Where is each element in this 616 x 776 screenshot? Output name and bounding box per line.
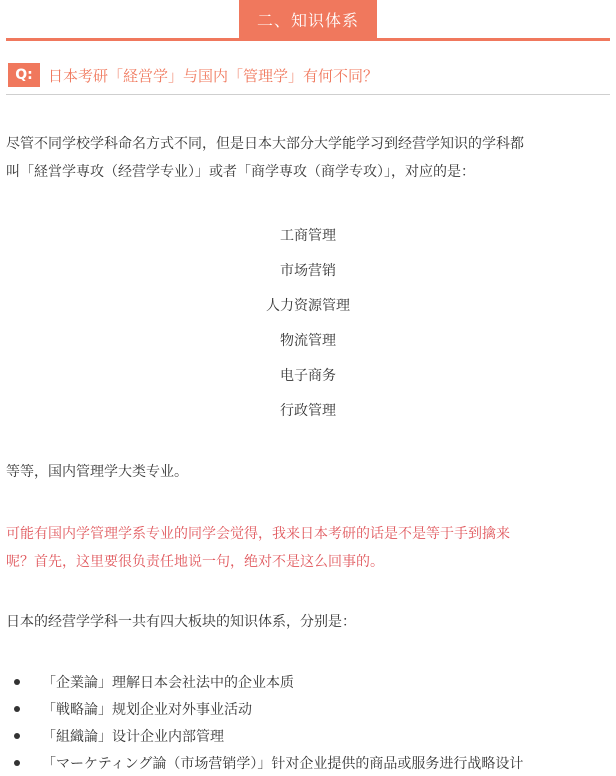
list-item	[14, 668, 610, 695]
major-item: 行政管理	[280, 403, 336, 419]
major-item: 人力资源管理	[266, 298, 350, 314]
intro-paragraph	[6, 130, 610, 186]
major-item: 市场营销	[280, 263, 336, 279]
warning-line-2: 呢？首先，这里要很负责任地说一句，绝对不是这么回事的。	[6, 554, 384, 570]
list-item	[14, 695, 610, 722]
warning-paragraph	[6, 520, 610, 576]
summary-paragraph: 等等，国内管理学大类专业。	[6, 464, 188, 480]
warning-line-1: 可能有国内学管理学系专业的同学会觉得，我来日本考研的话是不是等于手到擒来	[6, 526, 510, 542]
bullet-dot-icon	[14, 706, 20, 712]
section-header	[0, 0, 616, 46]
bullet-dot-icon	[14, 760, 20, 766]
question-divider	[6, 94, 610, 95]
list-item-text: 「マーケティング論（市场营销学）」针对企业提供的商品或服务进行战略设计	[42, 755, 524, 772]
intro-line-1: 尽管不同学校学科命名方式不同，但是日本大部分大学能学习到经营学知识的学科都	[6, 136, 524, 152]
list-item-text: 「企業論」理解日本会社法中的企业本质	[42, 674, 294, 691]
header-divider	[6, 38, 610, 41]
question-text: 日本考研「経営学」与国内「管理学」有何不同？	[48, 66, 379, 85]
section-title: 二、知识体系	[239, 0, 377, 38]
majors-list	[0, 221, 616, 431]
list-item-text: 「組織論」设计企业内部管理	[42, 728, 224, 745]
major-item: 物流管理	[280, 333, 336, 349]
list-item-text: 「戦略論」规划企业对外事业活动	[42, 701, 252, 718]
knowledge-blocks-list	[14, 668, 610, 776]
question-badge: Q:	[8, 63, 40, 87]
intro-line-2: 叫「経営学専攻（经营学专业）」或者「商学専攻（商学专攻）」，对应的是：	[6, 164, 475, 180]
system-intro-paragraph: 日本的经营学学科一共有四大板块的知识体系，分别是：	[6, 614, 356, 630]
major-item: 电子商务	[280, 368, 336, 384]
major-item: 工商管理	[280, 228, 336, 244]
list-item	[14, 749, 610, 776]
bullet-dot-icon	[14, 679, 20, 685]
question-row	[8, 62, 378, 88]
list-item	[14, 722, 610, 749]
bullet-dot-icon	[14, 733, 20, 739]
